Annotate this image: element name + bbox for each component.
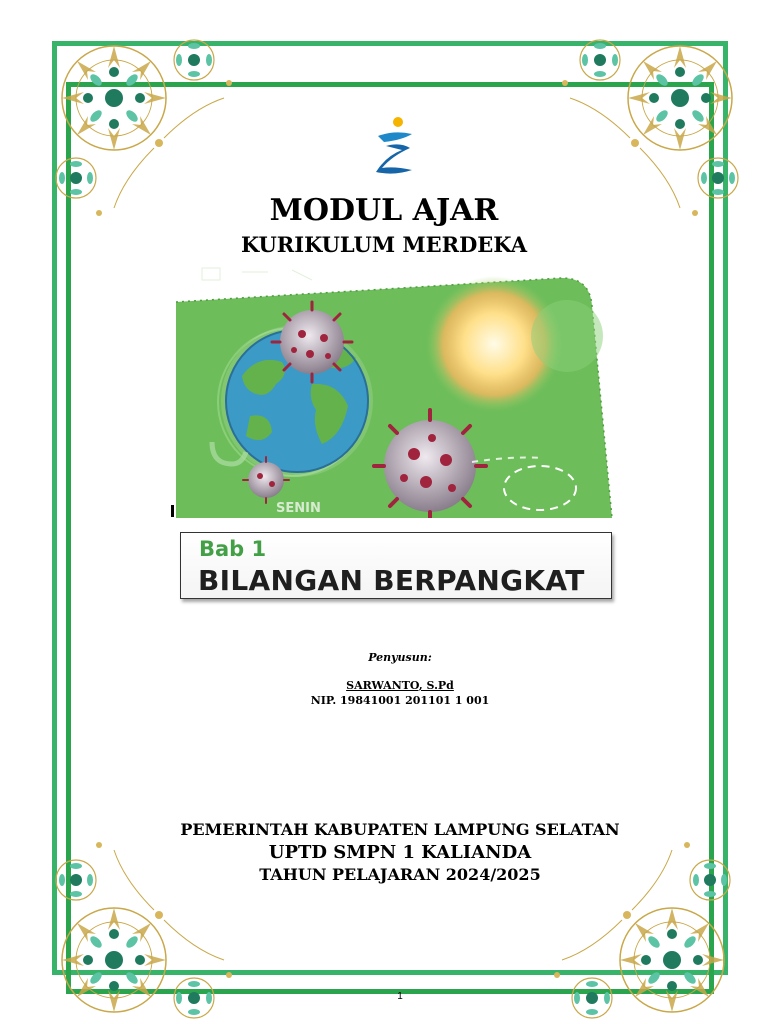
page-number: 1 — [397, 991, 403, 1002]
kurikulum-merdeka-logo-icon — [372, 116, 420, 176]
cover-marker — [171, 505, 174, 517]
author-name: SARWANTO, S.Pd — [346, 679, 454, 692]
chapter-title: BILANGAN BERPANGKAT — [198, 564, 585, 597]
academic-year: TAHUN PELAJARAN 2024/2025 — [259, 865, 541, 884]
school-name: UPTD SMPN 1 KALIANDA — [268, 842, 532, 863]
author-label: Penyusun: — [368, 651, 432, 664]
government-name: PEMERINTAH KABUPATEN LAMPUNG SELATAN — [180, 820, 620, 839]
author-nip: NIP. 19841001 201101 1 001 — [310, 694, 490, 707]
chapter-number: Bab 1 — [199, 537, 267, 561]
document-subtitle: KURIKULUM MERDEKA — [240, 232, 527, 257]
cover-illustration — [172, 266, 628, 518]
chapter-banner — [180, 532, 612, 599]
virus-icon — [272, 302, 352, 382]
document-title: MODUL AJAR — [269, 193, 499, 228]
cover-day-label: SENIN — [276, 501, 321, 516]
